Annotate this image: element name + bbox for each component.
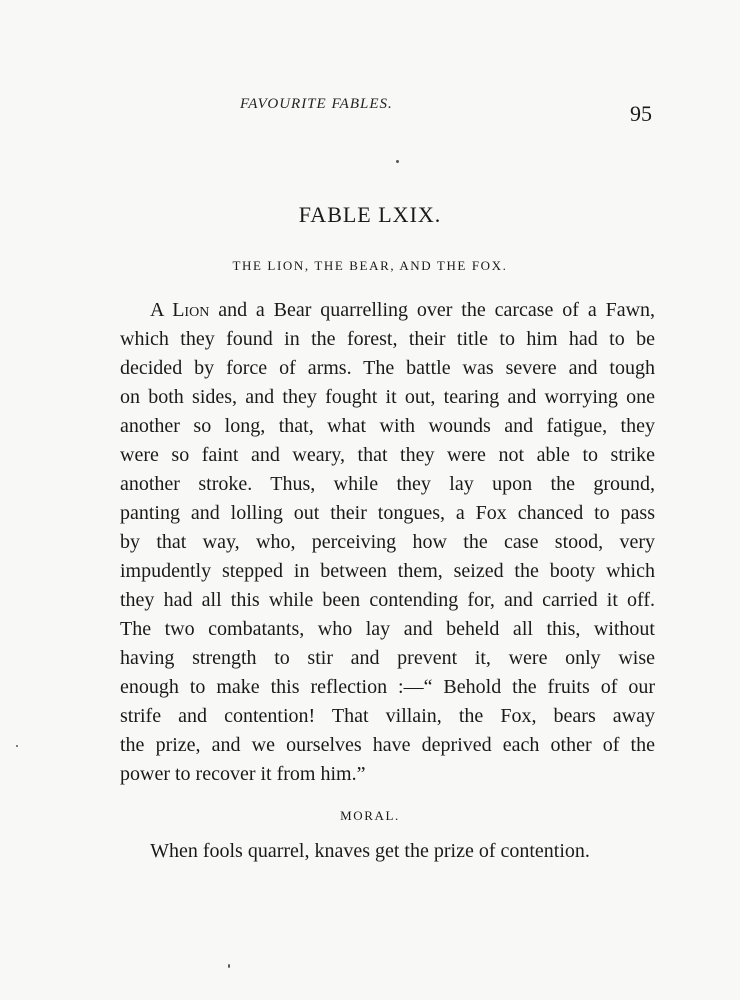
body-line: enough to make this reflection :—“ Behold the fruits of our [120,676,655,698]
moral-heading: MORAL. [340,808,400,823]
body-line: decided by force of arms. The battle was severe and tough [120,357,655,379]
body-line: The two combatants, who lay and beheld all this, without [120,618,655,640]
body-line: the prize, and we ourselves have deprived each other of the [120,734,655,756]
body-line: another so long, that, what with wounds and fatigue, they [120,415,655,437]
body-line: panting and lolling out their tongues, a Fox chanced to pass [120,502,655,524]
body-line: impudently stepped in between them, seized the booty which [120,560,655,582]
body-line: another stroke. Thus, while they lay upon the ground, [120,473,655,495]
body-line: power to recover it from him.” [120,763,366,785]
body-line: by that way, who, perceiving how the case stood, very [120,531,655,553]
fable-title: FABLE LXIX. [298,202,442,227]
page-number: 95 [630,101,652,126]
body-line: A Lion and a Bear quarrelling over the carcase of a Fawn, [150,299,656,321]
body-line: were so faint and weary, that they were not able to strike [120,444,655,466]
body-line: having strength to stir and prevent it, were only wise [120,647,655,669]
body-line: which they found in the forest, their title to him had to be [120,328,655,350]
moral-text: When fools quarrel, knaves get the prize of contention. [150,840,590,862]
fable-subtitle: THE LION, THE BEAR, AND THE FOX. [232,258,508,273]
body-line: on both sides, and they fought it out, tearing and worrying one [120,386,655,408]
body-line: they had all this while been contending for, and carried it off. [120,589,655,611]
body-line: strife and contention! That villain, the Fox, bears away [120,705,655,727]
print-speck [396,160,399,163]
fable-body [120,296,655,789]
running-head: FAVOURITE FABLES. [240,96,393,112]
print-speck [16,745,18,747]
print-speck [228,964,230,968]
